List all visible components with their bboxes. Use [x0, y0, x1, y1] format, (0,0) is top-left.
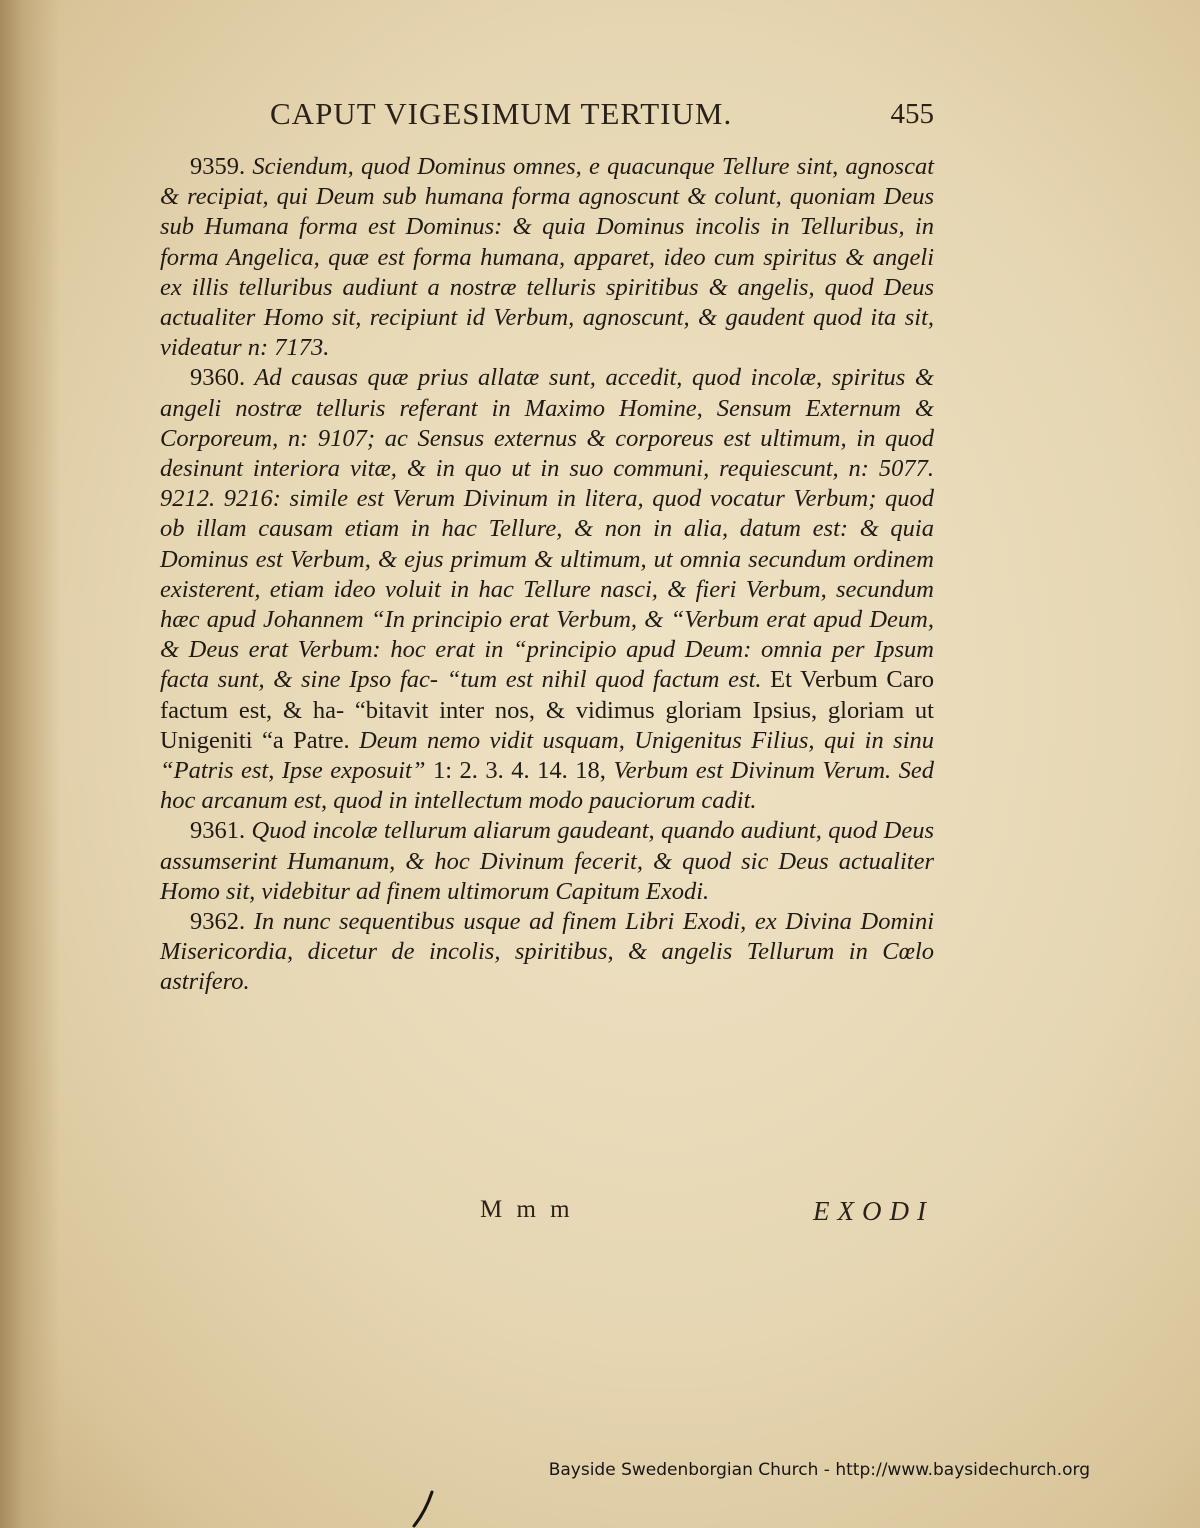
paragraph-9360 [160, 363, 934, 816]
page-footer [160, 1196, 940, 1236]
paragraph-text-after: Deum nemo vidit usquam, Unigenitus Filius, qui in sinu “Patris est, Ipse exposuit” [160, 726, 935, 785]
pen-mark-icon [410, 1490, 440, 1528]
binding-gutter [0, 0, 60, 1528]
paragraph-number: 9361. [190, 817, 246, 845]
paragraph-text: Sciendum, quod Dominus omnes, e quacunque Tellure sint, agnoscat & recipiat, qui Deum sub humana forma agnoscunt & colunt, quoniam Deus sub Humana forma est Dominus: & quia Dominus incolis in Telluribus, in forma Angelica, quæ est forma humana, apparet, ideo cum spiritus & angeli ex illis telluribus audiunt a nostræ telluris spiritibus & angelis, quod Deus actualiter Homo sit, recipiunt id Verbum, agnoscunt, & gaudent quod ita sit, videatur n: 7173. [160, 153, 934, 362]
paragraph-text: Quod incolæ tellurum aliarum gaudeant, quando audiunt, quod Deus assumserint Humanum, & hoc Divinum fecerit, & quod sic Deus actualiter Homo sit, videbitur ad finem ultimorum Capitum Exodi. [160, 817, 934, 905]
paragraph-text-end: Verbum est Divinum Verum. Sed hoc arcanum est, quod in intellectum modo pauciorum cadit. [160, 757, 935, 815]
paragraph-text: Ad causas quæ prius allatæ sunt, accedit, quod incolæ, spiritus & angeli nostræ telluris referant in Maximo Homine, Sensum Externum & Corporeum, n: 9107; ac Sensus externus & corporeus est ultimum, in quod desinunt interiora vitæ, & in quo ut in suo communi, requiescunt, n: 5077. 9212. 9216: simile est Verum Divinum in litera, quod vocatur Verbum; quod ob illam causam etiam in hac Tellure, & non in alia, datum est: & quia Dominus est Verbum, & ejus primum & ultimum, ut omnia secundum ordinem existerent, etiam ideo voluit in hac Tellure nasci, & fieri Verbum, secundum hæc apud Johannem “In principio erat Verbum, & “Verbum erat apud Deum, & Deus erat Verbum: hoc erat in “principio apud Deum: omnia per Ipsum facta sunt, & sine Ipso fac- “tum est nihil quod factum est. [160, 364, 934, 694]
page-number: 455 [890, 98, 934, 130]
running-title: CAPUT VIGESIMUM TERTIUM. [270, 96, 733, 131]
catchword: EXODI [813, 1196, 934, 1226]
paragraph-number: 9359. [190, 153, 246, 180]
signature-mark: M m m [480, 1196, 574, 1223]
paragraph-number: 9362. [190, 908, 246, 936]
paragraph-number: 9360. [190, 364, 246, 392]
paragraph-9359 [160, 152, 934, 363]
paragraph-roman-text: Et Verbum Caro factum est, & ha- “bitavit inter nos, & vidimus gloriam Ipsius, gloriam ut Unigeniti “a Patre. [160, 666, 934, 754]
paragraph-9362 [160, 907, 934, 998]
body-text [160, 152, 934, 998]
page-header [160, 96, 940, 140]
watermark-credit: Bayside Swedenborgian Church - http://www.baysidechurch.org [548, 1460, 1090, 1480]
paragraph-9361 [160, 816, 934, 907]
paragraph-text: In nunc sequentibus usque ad finem Libri Exodi, ex Divina Domini Misericordia, dicetur de incolis, spiritibus, & angelis Tellurum in Cœlo astrifero. [160, 908, 935, 996]
scripture-reference: 1: 2. 3. 4. 14. 18, [432, 757, 606, 785]
